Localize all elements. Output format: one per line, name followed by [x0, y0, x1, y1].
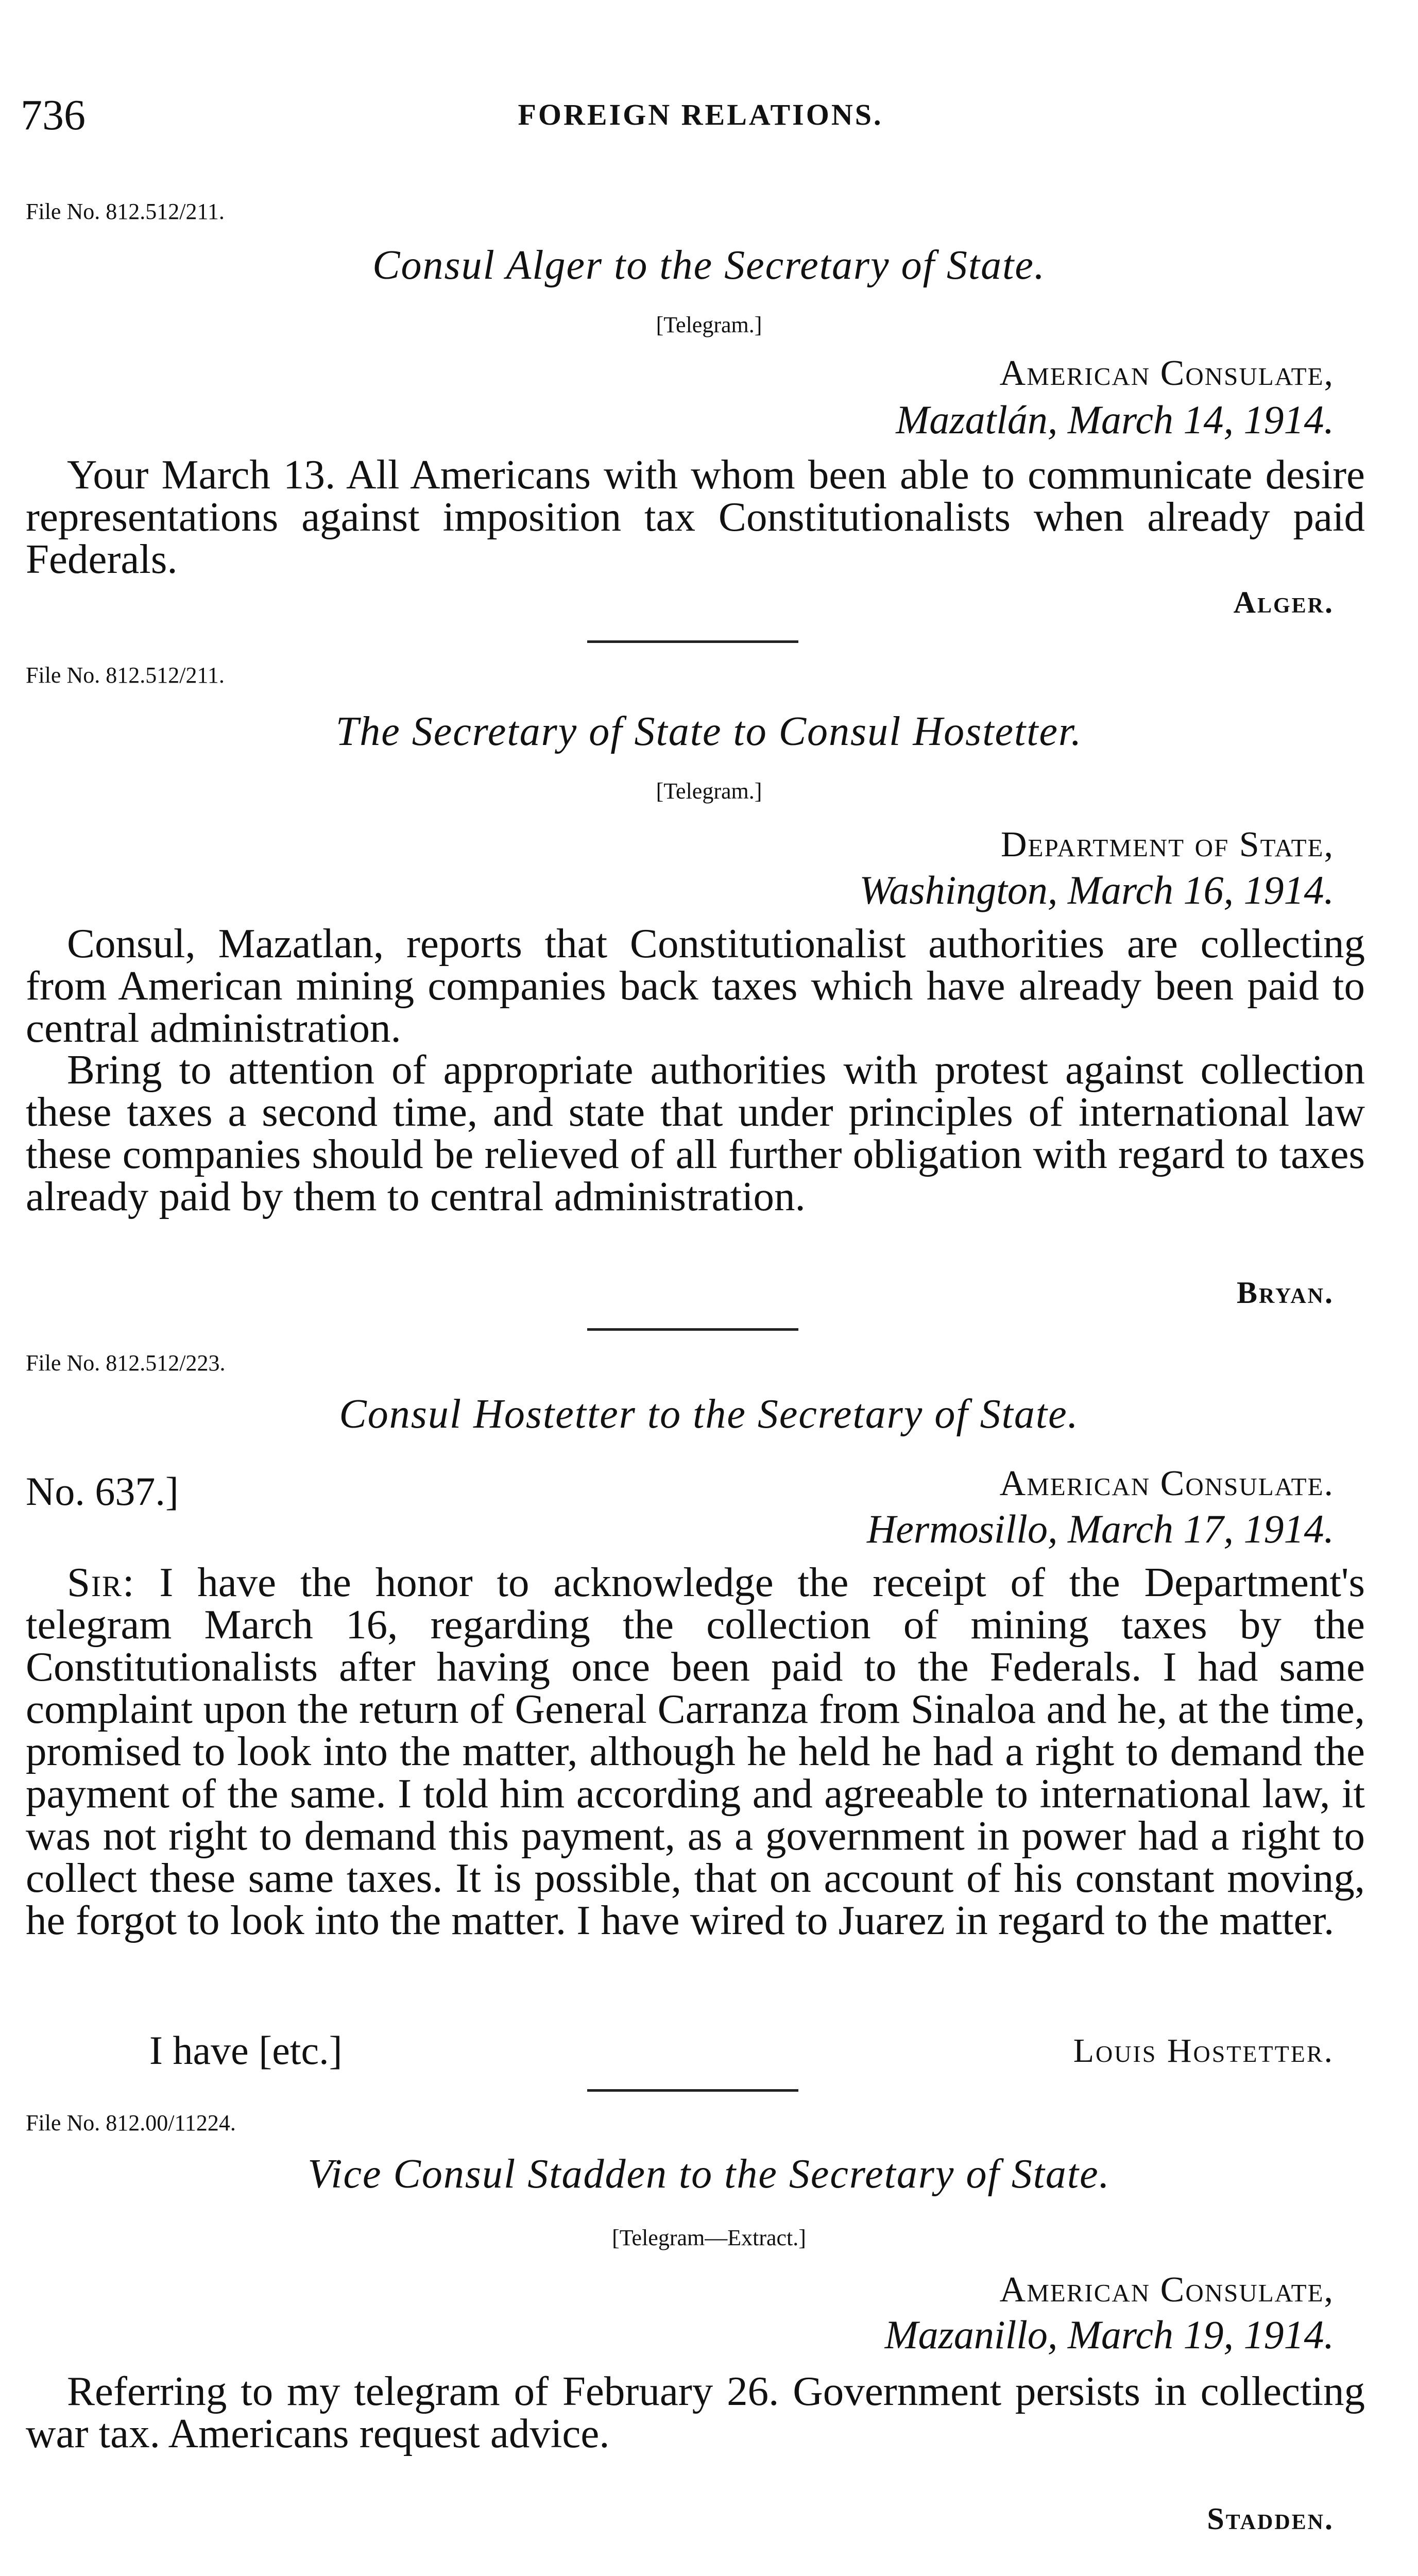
page-header: [21, 90, 1380, 157]
signature: Bryan.: [1236, 1276, 1334, 1310]
document-heading: The Secretary of State to Consul Hostetter.: [335, 709, 1083, 754]
telegram-tag: [Telegram.]: [656, 778, 762, 804]
section-divider: [587, 640, 798, 643]
file-number: File No. 812.512/211.: [26, 663, 225, 688]
section-divider: [587, 1328, 798, 1331]
file-number: File No. 812.00/11224.: [26, 2110, 236, 2136]
signature: Louis Hostetter.: [1073, 2032, 1334, 2070]
body-paragraph: Consul, Mazatlan, reports that Constitutionalist authorities are collecting from American mining companies back taxes which have already been paid to central administration.: [26, 920, 1365, 1051]
date-line: Hermosillo, March 17, 1914.: [866, 1506, 1334, 1551]
body-paragraph: Referring to my telegram of February 26. Government persists in collecting war tax. Americans request advice.: [26, 2368, 1365, 2456]
date-line: Mazatlán, March 14, 1914.: [896, 397, 1334, 442]
document-heading: Consul Hostetter to the Secretary of State.: [339, 1392, 1079, 1437]
place-line: American Consulate,: [999, 2270, 1334, 2310]
body-paragraph: Bring to attention of appropriate authorities with protest against collection these taxes a second time, and state that under principles of international law these companies should be relieved of all further obligation with regard to taxes already paid by them to central administration.: [26, 1046, 1365, 1219]
place-line: American Consulate,: [999, 353, 1334, 393]
running-title: FOREIGN RELATIONS.: [518, 98, 883, 131]
file-number: File No. 812.512/223.: [26, 1350, 226, 1376]
document-heading: Vice Consul Stadden to the Secretary of State.: [307, 2151, 1111, 2197]
file-number: File No. 812.512/211.: [26, 199, 225, 224]
date-line: Washington, March 16, 1914.: [859, 868, 1334, 912]
place-line: American Consulate.: [999, 1464, 1334, 1503]
telegram-tag: [Telegram.]: [656, 312, 762, 337]
page-number: 736: [21, 91, 86, 139]
place-line: Department of State,: [1000, 825, 1334, 865]
body-paragraph: Your March 13. All Americans with whom been able to communicate desire representations against imposition tax Constitutionalists when already paid Federals.: [26, 451, 1365, 582]
signature: Stadden.: [1207, 2502, 1334, 2536]
document-heading: Consul Alger to the Secretary of State.: [372, 243, 1046, 288]
salutation: Sir:: [67, 1559, 135, 1605]
telegram-tag: [Telegram—Extract.]: [612, 2225, 806, 2250]
section-divider: [587, 2089, 798, 2092]
body-paragraph: [26, 1561, 1365, 1941]
signature: Alger.: [1233, 585, 1334, 619]
closing: I have [etc.]: [149, 2028, 343, 2073]
body-text: I have the honor to acknowledge the receipt of the Department's telegram March 16, regarding the collection of mining taxes by the Constitutionalists after having once been paid to the Federals. I had same complaint upon the return of General Carranza from Sinaloa and he, at the time, promised to look into the matter, although he held he had a right to demand the payment of the same. I told him according and agreeable to international law, it was not right to demand this payment, as a government in power had a right to collect these same taxes. It is possible, that on account of his constant moving, he forgot to look into the matter. I have wired to Juarez in regard to the matter.: [26, 1559, 1365, 1943]
dispatch-number: No. 637.]: [26, 1469, 179, 1514]
date-line: Mazanillo, March 19, 1914.: [884, 2312, 1334, 2357]
